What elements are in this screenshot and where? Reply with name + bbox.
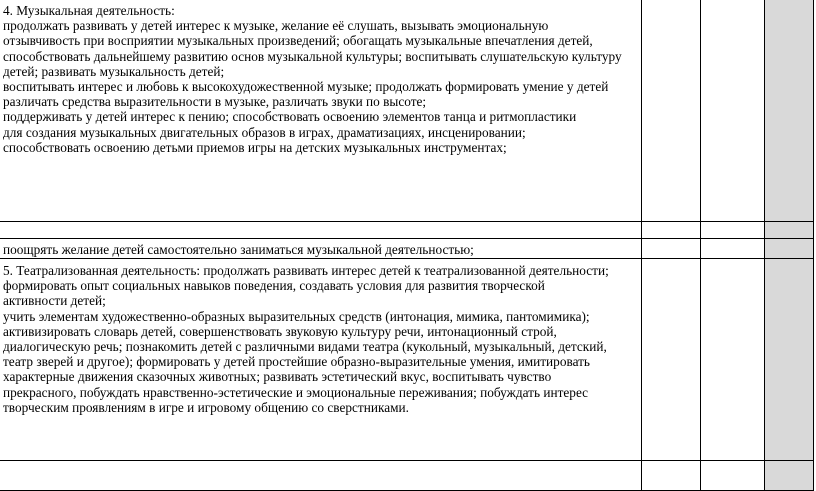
text-line: для создания музыкальных двигательных образов в играх, драматизациях, инсценировании; xyxy=(3,124,526,140)
empty-cell xyxy=(701,0,765,222)
text-line: характерные движения сказочных животных; развивать эстетический вкус, воспитывать чувство xyxy=(3,369,552,385)
empty-cell xyxy=(701,239,765,259)
empty-cell xyxy=(701,259,765,461)
music-activity-cell xyxy=(0,0,641,222)
empty-cell xyxy=(641,239,700,259)
text-line: диалогическую речь; познакомить детей с различными видами театра (кукольный, музыкальный, детский, xyxy=(3,339,607,355)
empty-cell xyxy=(641,222,700,239)
text-line: активизировать словарь детей, совершенствовать звуковую культуру речи, интонационный строй, xyxy=(3,323,557,339)
text-line: активности детей; xyxy=(3,293,106,309)
text-line: детей; развивать музыкальность детей; xyxy=(3,63,225,79)
empty-cell xyxy=(641,461,700,491)
table-row xyxy=(0,222,814,239)
text-line: способствовать освоению детьми приемов игры на детских музыкальных инструментах; xyxy=(3,139,507,155)
theatre-activity-cell xyxy=(0,259,641,461)
empty-cell xyxy=(701,461,765,491)
empty-cell xyxy=(641,0,700,222)
text-line: 5. Театрализованная деятельность: продолжать развивать интерес детей к театрализованной деятельности; xyxy=(3,263,609,278)
table-row xyxy=(0,259,814,461)
independent-music-cell xyxy=(0,239,641,259)
shaded-cell xyxy=(765,461,814,491)
empty-cell xyxy=(641,259,700,461)
text-line: воспитывать интерес и любовь к высокохудожественной музыке; продолжать формировать умение у детей xyxy=(3,79,609,95)
text-line: театр зверей и другое); формировать у детей простейшие образно-выразительные умения, имитировать xyxy=(3,354,590,370)
shaded-cell xyxy=(765,239,814,259)
text-line: творческим проявлениям в игре и игровому общению со сверстниками. xyxy=(3,399,409,415)
text-line: отзывчивость при восприятии музыкальных произведений; обогащать музыкальные впечатления детей, xyxy=(3,33,593,49)
empty-cell xyxy=(0,222,641,239)
text-line: прекрасного, побуждать нравственно-эстетические и эмоциональные переживания; побуждать интерес xyxy=(3,384,589,400)
text-line: продолжать развивать у детей интерес к музыке, желание её слушать, вызывать эмоциональную xyxy=(3,18,549,34)
text-line: различать средства выразительности в музыке, различать звуки по высоте; xyxy=(3,94,427,110)
empty-cell xyxy=(0,461,641,491)
table-row xyxy=(0,461,814,491)
text-line: формировать опыт социальных навыков поведения, создавать условия для развития творческой xyxy=(3,278,545,294)
text-line: 4. Музыкальная деятельность: xyxy=(3,3,175,18)
text-line: поддерживать у детей интерес к пению; способствовать освоению элементов танца и ритмопластики xyxy=(3,109,577,125)
empty-cell xyxy=(701,222,765,239)
text-line: способствовать дальнейшему развитию основ музыкальной культуры; воспитывать слушательскую культуру xyxy=(3,48,622,64)
shaded-cell xyxy=(765,0,814,222)
shaded-cell xyxy=(765,259,814,461)
table-row xyxy=(0,239,814,259)
table-row xyxy=(0,0,814,222)
text-line: поощрять желание детей самостоятельно заниматься музыкальной деятельностью; xyxy=(3,242,474,257)
text-line: учить элементам художественно-образных выразительных средств (интонация, мимика, пантомимика); xyxy=(3,308,590,324)
shaded-cell xyxy=(765,222,814,239)
